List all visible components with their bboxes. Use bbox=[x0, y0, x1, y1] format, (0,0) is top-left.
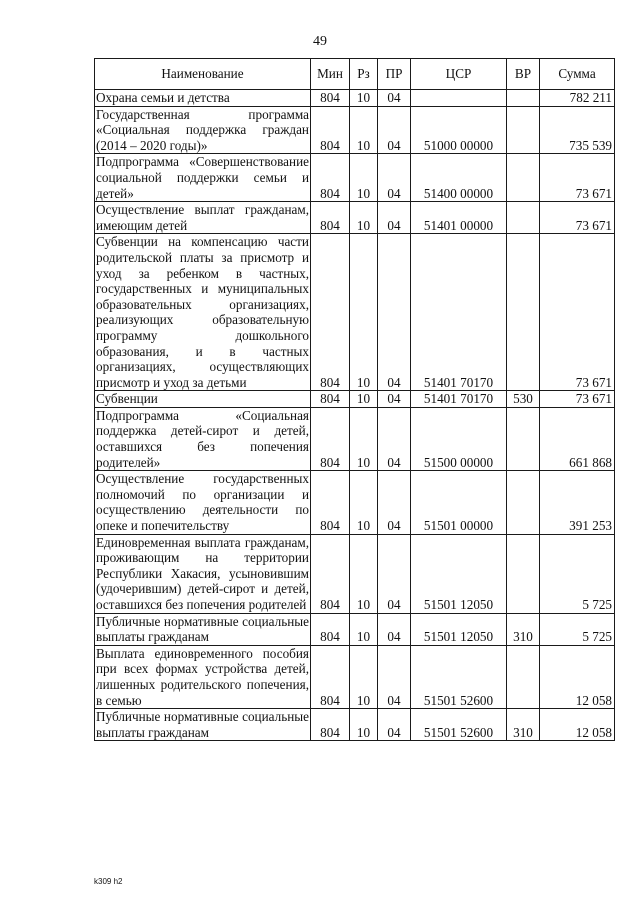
cell-rz: 10 bbox=[350, 202, 378, 234]
cell-csr bbox=[411, 90, 507, 107]
header-min: Мин bbox=[311, 59, 350, 90]
cell-sum: 73 671 bbox=[540, 154, 615, 202]
cell-vr bbox=[507, 645, 540, 708]
cell-sum: 73 671 bbox=[540, 202, 615, 234]
cell-min: 804 bbox=[311, 534, 350, 613]
cell-sum: 782 211 bbox=[540, 90, 615, 107]
cell-rz: 10 bbox=[350, 534, 378, 613]
cell-name: Подпрограмма «Социальная поддержка детей-сирот и детей, оставшихся без попечения родителей» bbox=[96, 407, 309, 470]
cell-sum: 735 539 bbox=[540, 106, 615, 154]
table-row bbox=[95, 202, 615, 234]
cell-csr: 51400 00000 bbox=[411, 154, 507, 202]
cell-pr: 04 bbox=[378, 645, 411, 708]
cell-min: 804 bbox=[311, 202, 350, 234]
cell-pr: 04 bbox=[378, 202, 411, 234]
table-row bbox=[95, 234, 615, 391]
cell-pr: 04 bbox=[378, 534, 411, 613]
cell-pr: 04 bbox=[378, 709, 411, 741]
cell-csr: 51501 12050 bbox=[411, 613, 507, 645]
cell-min: 804 bbox=[311, 709, 350, 741]
cell-name: Осуществление выплат гражданам, имеющим детей bbox=[96, 202, 309, 233]
cell-sum: 391 253 bbox=[540, 471, 615, 534]
table-row bbox=[95, 407, 615, 470]
cell-sum: 5 725 bbox=[540, 534, 615, 613]
cell-vr bbox=[507, 534, 540, 613]
cell-name: Подпрограмма «Совершенствование социальной поддержки семьи и детей» bbox=[96, 154, 309, 201]
header-pr: ПР bbox=[378, 59, 411, 90]
header-csr: ЦСР bbox=[411, 59, 507, 90]
cell-name: Выплата единовременного пособия при всех формах устройства детей, лишенных родительского попечения, в семью bbox=[96, 645, 309, 708]
cell-name: Публичные нормативные социальные выплаты гражданам bbox=[96, 613, 309, 645]
cell-name: Единовременная выплата гражданам, проживающим на территории Республики Хакасия, усыновившим (удочерившим) детей-сирот и детей, оставшихся без попечения родителей bbox=[96, 534, 309, 612]
cell-vr bbox=[507, 471, 540, 534]
cell-name: Субвенции bbox=[95, 391, 311, 408]
cell-pr: 04 bbox=[378, 407, 411, 470]
table-row bbox=[95, 709, 615, 741]
header-rz: Рз bbox=[350, 59, 378, 90]
cell-pr: 04 bbox=[378, 90, 411, 107]
cell-rz: 10 bbox=[350, 90, 378, 107]
header-row bbox=[95, 59, 615, 90]
cell-csr: 51401 00000 bbox=[411, 202, 507, 234]
header-vr: ВР bbox=[507, 59, 540, 90]
cell-vr: 530 bbox=[507, 391, 540, 408]
cell-sum: 73 671 bbox=[540, 234, 615, 391]
cell-vr bbox=[507, 106, 540, 154]
cell-min: 804 bbox=[311, 407, 350, 470]
cell-csr: 51401 70170 bbox=[411, 234, 507, 391]
cell-vr: 310 bbox=[507, 709, 540, 741]
cell-rz: 10 bbox=[350, 613, 378, 645]
header-sum: Сумма bbox=[540, 59, 615, 90]
cell-pr: 04 bbox=[378, 106, 411, 154]
cell-sum: 5 725 bbox=[540, 613, 615, 645]
cell-min: 804 bbox=[311, 471, 350, 534]
cell-vr bbox=[507, 154, 540, 202]
cell-rz: 10 bbox=[350, 106, 378, 154]
cell-name: Охрана семьи и детства bbox=[95, 90, 311, 107]
cell-csr: 51501 52600 bbox=[411, 645, 507, 708]
footer-code: k309 h2 bbox=[94, 877, 123, 886]
cell-vr bbox=[507, 234, 540, 391]
cell-min: 804 bbox=[311, 234, 350, 391]
cell-rz: 10 bbox=[350, 471, 378, 534]
cell-name: Государственная программа «Социальная поддержка граждан (2014 – 2020 годы)» bbox=[96, 106, 309, 153]
table-row bbox=[95, 90, 615, 107]
cell-vr: 310 bbox=[507, 613, 540, 645]
cell-min: 804 bbox=[311, 645, 350, 708]
cell-rz: 10 bbox=[350, 407, 378, 470]
cell-vr bbox=[507, 90, 540, 107]
cell-sum: 12 058 bbox=[540, 645, 615, 708]
cell-min: 804 bbox=[311, 154, 350, 202]
cell-csr: 51501 52600 bbox=[411, 709, 507, 741]
table-row bbox=[95, 154, 615, 202]
page-number: 49 bbox=[313, 34, 327, 49]
cell-name: Осуществление государственных полномочий по организации и осуществлению деятельности по опеке и попечительству bbox=[96, 471, 309, 534]
cell-rz: 10 bbox=[350, 391, 378, 408]
table-row bbox=[95, 471, 615, 534]
cell-name: Субвенции на компенсацию части родительской платы за присмотр и уход за ребенком в частных, государственных и муниципальных образовательных организациях, реализующих образовательную программу дошкольного образования, и в частных организациях, осуществляющих присмотр и уход за детьми bbox=[96, 234, 309, 390]
table-row bbox=[95, 106, 615, 154]
cell-sum: 73 671 bbox=[540, 391, 615, 408]
cell-vr bbox=[507, 407, 540, 470]
cell-pr: 04 bbox=[378, 471, 411, 534]
cell-pr: 04 bbox=[378, 613, 411, 645]
cell-rz: 10 bbox=[350, 154, 378, 202]
cell-pr: 04 bbox=[378, 154, 411, 202]
cell-min: 804 bbox=[311, 90, 350, 107]
cell-vr bbox=[507, 202, 540, 234]
cell-csr: 51401 70170 bbox=[411, 391, 507, 408]
cell-csr: 51501 00000 bbox=[411, 471, 507, 534]
cell-rz: 10 bbox=[350, 709, 378, 741]
cell-pr: 04 bbox=[378, 391, 411, 408]
cell-name: Публичные нормативные социальные выплаты гражданам bbox=[96, 709, 309, 740]
cell-pr: 04 bbox=[378, 234, 411, 391]
cell-csr: 51500 00000 bbox=[411, 407, 507, 470]
header-name: Наименование bbox=[95, 59, 311, 90]
cell-csr: 51000 00000 bbox=[411, 106, 507, 154]
cell-min: 804 bbox=[311, 613, 350, 645]
table-row bbox=[95, 534, 615, 613]
cell-sum: 661 868 bbox=[540, 407, 615, 470]
cell-rz: 10 bbox=[350, 234, 378, 391]
cell-sum: 12 058 bbox=[540, 709, 615, 741]
cell-csr: 51501 12050 bbox=[411, 534, 507, 613]
cell-rz: 10 bbox=[350, 645, 378, 708]
table-row bbox=[95, 645, 615, 708]
table-row bbox=[95, 391, 615, 408]
cell-min: 804 bbox=[311, 106, 350, 154]
budget-table bbox=[94, 58, 615, 741]
table-row bbox=[95, 613, 615, 645]
cell-min: 804 bbox=[311, 391, 350, 408]
